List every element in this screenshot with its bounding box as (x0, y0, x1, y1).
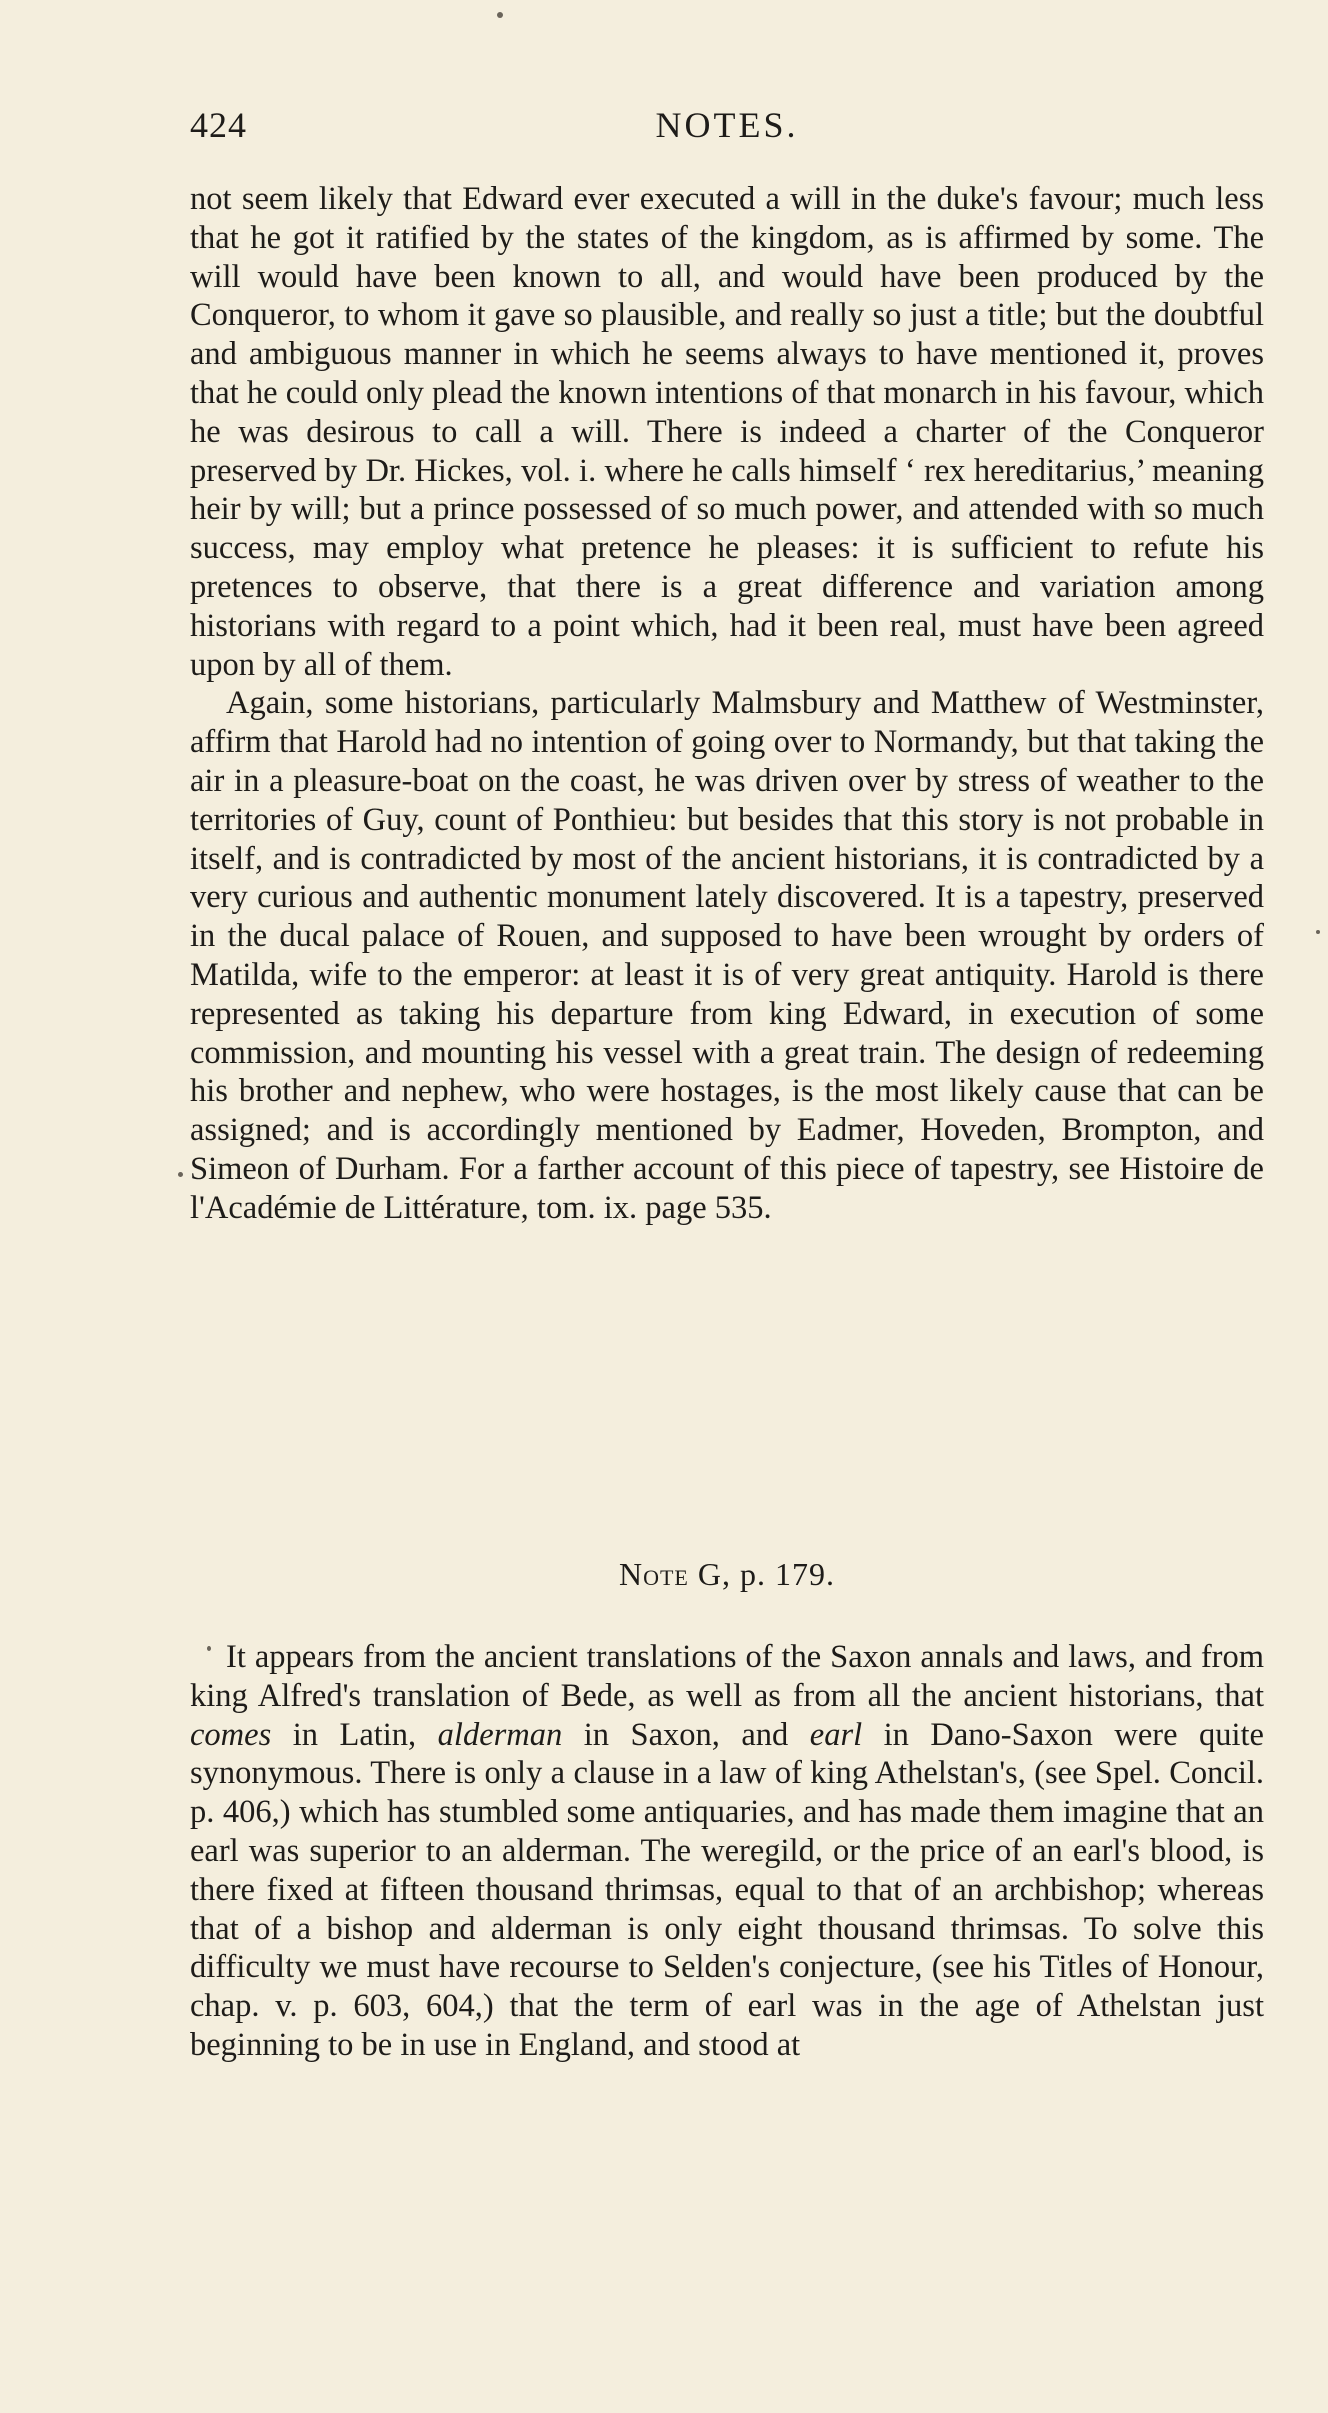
paragraph-continued: not seem likely that Edward ever executed a will in the duke's favour; much less that he got it ratified by the states of the kingdom, as is affirmed by some. The will would have been known to all, and would have been produced by the Conqueror, to whom it gave so plausible, and really so just a title; but the doubtful and ambiguous manner in which he seems always to have mentioned it, proves that he could only plead the known intentions of that monarch in his favour, which he was desirous to call a will. There is indeed a charter of the Conqueror preserved by Dr. Hickes, vol. i. where he calls himself ‘ rex hereditarius,’ meaning heir by will; but a prince possessed of so much power, and attended with so much success, may employ what pretence he pleases: it is sufficient to refute his pretences to observe, that there is a great difference and variation among historians with regard to a point which, had it been real, must have been agreed upon by all of them. (190, 181, 1264, 683)
note-paragraph (190, 1638, 1264, 2065)
paper-speck (207, 1646, 211, 1651)
note-label: Note G, (619, 1556, 731, 1592)
note-text-part: in Latin, (271, 1716, 438, 1753)
note-heading (190, 1556, 1264, 1593)
page-header (190, 96, 1264, 156)
paper-speck (1316, 930, 1320, 934)
note-text-part: in Dano-Saxon were quite synonymous. There is only a clause in a law of king Athelstan's, (see Spel. Concil. p. 406,) which has stumbled some antiquaries, and has made them imagine that an earl was superior to an alderman. The weregild, or the price of an earl's blood, is there fixed at fifteen thousand thrimsas, equal to that of an archbishop; whereas that of a bishop and alderman is only eight thousand thrimsas. To solve this difficulty we must have recourse to Selden's conjecture, (see his Titles of Honour, chap. v. p. 603, 604,) that the term of earl was in the age of Athelstan just beginning to be in use in England, and stood at (190, 1716, 1264, 2063)
note-text-part: in Saxon, and (562, 1716, 810, 1753)
note-italic-term: comes (190, 1716, 272, 1753)
paper-speck (178, 1172, 183, 1177)
note-page-reference: p. 179. (739, 1556, 835, 1592)
running-head: NOTES. (655, 105, 799, 145)
paragraph-again: Again, some historians, particularly Malmsbury and Matthew of Westminster, affirm that Harold had no intention of going over to Normandy, but that taking the air in a pleasure-boat on the coast, he was driven over by stress of weather to the territories of Guy, count of Ponthieu: but besides that this story is not probable in itself, and is contradicted by most of the ancient historians, it is contradicted by a very curious and authentic monument lately discovered. It is a tapestry, preserved in the ducal palace of Rouen, and supposed to have been wrought by orders of Matilda, wife to the emperor: at least it is of very great antiquity. Harold is there represented as taking his departure from king Edward, in execution of some commission, and mounting his vessel with a great train. The design of redeeming his brother and nephew, who were hostages, is the most likely cause that can be assigned; and is accordingly mentioned by Eadmer, Hoveden, Brompton, and Simeon of Durham. For a farther account of this piece of tapestry, see Histoire de l'Académie de Littérature, tom. ix. page 535. (190, 685, 1264, 1226)
note-italic-term: alderman (437, 1716, 563, 1753)
page-number: 424 (190, 105, 247, 145)
note-italic-term: earl (809, 1716, 863, 1753)
note-text-part: It appears from the ancient translations of the Saxon annals and laws, and from king Alfred's translation of Bede, as well as from all the ancient historians, that (190, 1639, 1264, 1714)
main-text (190, 180, 1264, 1228)
note-g-text (190, 1638, 1264, 2065)
paper-speck (497, 12, 503, 18)
